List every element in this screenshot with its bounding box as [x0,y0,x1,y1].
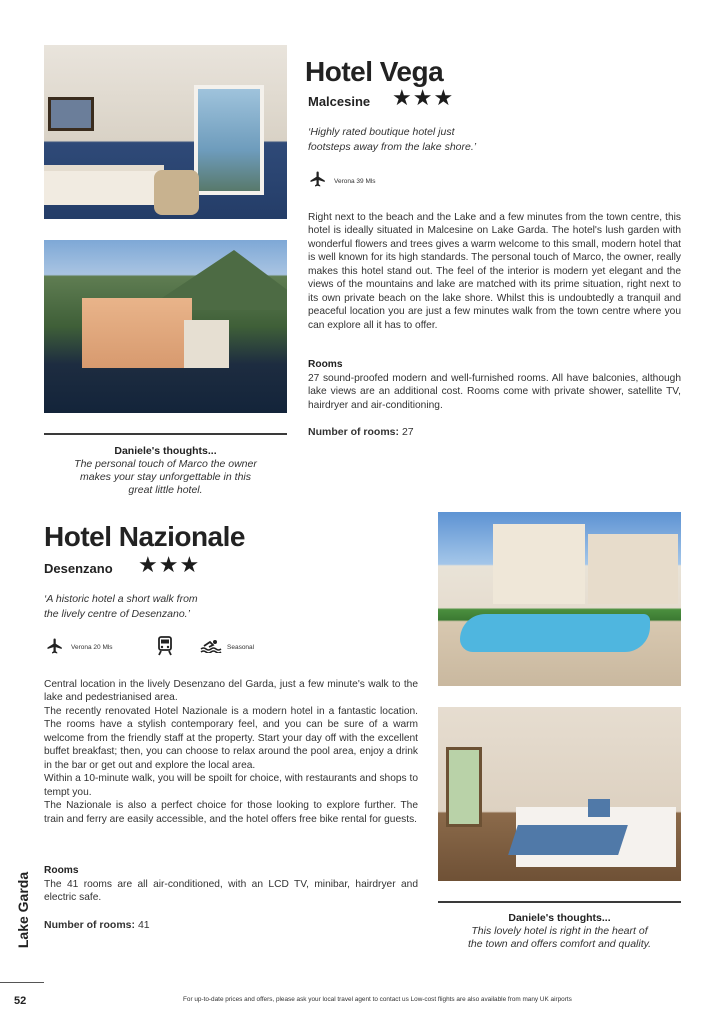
hotel-vega-rooms-text: 27 sound-proofed modern and well-furnished rooms. All have balconies, although lake views are an additional cost. Rooms come with private shower, satellite TV, hairdryer and air-conditioning. [308,373,681,411]
hotel-nazionale-room-photo [438,707,681,881]
hotel-vega-tagline-line-2: footsteps away from the lake shore.’ [308,141,477,153]
rooms-value: 41 [137,919,150,931]
hotel-vega-thoughts-line-1: The personal touch of Marco the owner [74,458,257,470]
hotel-nazionale-thoughts-line-2: the town and offers comfort and quality. [467,938,652,950]
hotel-vega-rooms-heading: Rooms [308,359,343,370]
description-paragraph: Central location in the lively Desenzano del Garda, just a few minute's walk to the lake and pedestrianised area. [44,679,418,704]
hotel-nazionale-tagline-line-2: the lively centre of Desenzano.’ [44,608,190,620]
hotel-nazionale-thoughts-divider [438,901,681,903]
hotel-vega-star-rating: ★★★ [392,85,455,110]
hotel-nazionale-pool-season: Seasonal [227,644,255,651]
hotel-vega-lake-photo [44,240,287,413]
hotel-vega-number-of-rooms [308,426,414,438]
plane-icon [44,637,66,655]
hotel-nazionale-rooms-text: The 41 rooms are all air-conditioned, with an LCD TV, minibar, hairdryer and electric safe. [44,879,418,904]
hotel-vega-thoughts-line-3: great little hotel. [128,484,203,496]
pool-icon [200,639,222,653]
hotel-nazionale-airport-distance: Verona 20 Mls [71,644,113,651]
hotel-vega-thoughts-line-2: makes your stay unforgettable in this [79,471,251,483]
hotel-nazionale-tagline-line-1: ‘A historic hotel a short walk from [44,593,198,605]
description-paragraph: The recently renovated Hotel Nazionale is a modern hotel in a fantastic location. The rooms have a stylish contemporary feel, and you can be sure of a warm welcome from the friendly staff at the property. Start your day off with the excellent buffet breakfast; then, you can choose to relax around the pool area, enjoy a drink in the bar or get out and explore the local area. [44,705,418,771]
hotel-vega-thoughts-divider [44,433,287,435]
hotel-vega-thoughts-title: Daniele's thoughts... [114,445,217,457]
section-side-label [8,862,38,968]
footer-note: For up-to-date prices and offers, please ask your local travel agent to contact us Low-cost flights are also available from many UK airports [183,996,572,1003]
description-paragraph: Within a 10-minute walk, you will be spoilt for choice, with restaurants and shops to tempt you. [44,773,418,798]
hotel-nazionale-thoughts-title: Daniele's thoughts... [508,912,611,924]
rooms-value: 27 [401,426,414,438]
hotel-nazionale-location: Desenzano [44,561,113,576]
train-icon [157,636,173,656]
hotel-vega-description: Right next to the beach and the Lake and a few minutes from the town centre, this hotel is ideally situated in Malcesine on Lake Garda. The hotel's lush garden with wonderful flowers and trees gives a warm welcome to this small, modern hotel that is well known for its high standards. The personal touch of Marco, the owner, really makes this hotel stand out. The feel of the interior is modern yet elegant and the views of the mountains and lake are matched with its prime situation, right next to its own private beach on the lake shore. Whilst this is undoubtedly a tranquil and peaceful location you are just a few minutes walk from the town centre where you can explore all it has to offer. [308,212,681,331]
hotel-vega-title: Hotel Vega [305,56,444,87]
hotel-nazionale-description [44,678,418,826]
plane-icon [308,170,328,188]
hotel-nazionale-pool-photo [438,512,681,686]
page-number: 52 [14,995,27,1007]
hotel-nazionale-star-rating: ★★★ [138,552,201,577]
hotel-vega-airport-distance: Verona 39 Mls [334,178,376,185]
footer-divider [0,982,44,983]
rooms-label: Number of rooms: [44,919,136,931]
hotel-nazionale-thoughts-line-1: This lovely hotel is right in the heart of [471,925,648,937]
hotel-nazionale-number-of-rooms [44,919,150,931]
side-label-text: Lake Garda [15,871,31,949]
hotel-nazionale-rooms-heading: Rooms [44,865,79,876]
hotel-vega-location: Malcesine [308,94,371,109]
hotel-vega-room-photo [44,45,287,219]
rooms-label: Number of rooms: [308,426,400,438]
description-paragraph: The Nazionale is also a perfect choice for those looking to explore further. The train and ferry are easily accessible, and the hotel offers free bike rental for guests. [44,800,418,825]
hotel-nazionale-title: Hotel Nazionale [44,521,245,552]
hotel-vega-tagline-line-1: ‘Highly rated boutique hotel just [308,126,455,138]
